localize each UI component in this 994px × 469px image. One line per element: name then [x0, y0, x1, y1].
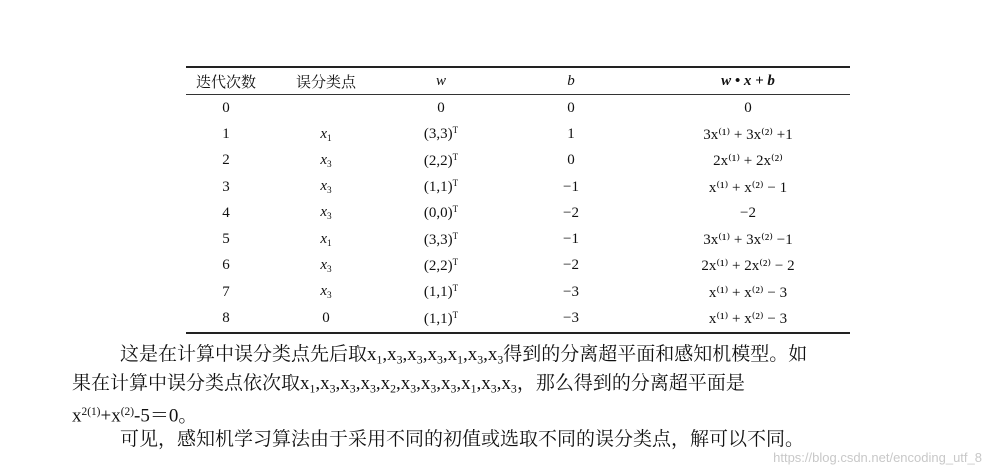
seq-subscript: 2	[390, 382, 396, 396]
point-symbol: x	[320, 125, 327, 142]
header-misclassified-point: 误分类点	[295, 74, 356, 91]
cell-w	[386, 253, 496, 279]
w-value: 0	[437, 100, 445, 117]
seq-subscript: 1	[457, 353, 463, 367]
point-subscript: 3	[327, 212, 332, 223]
cell-w	[386, 148, 496, 174]
seq-comma: ,	[483, 344, 488, 365]
seq-x: x	[340, 373, 350, 394]
header-decision-function: w • x + b	[721, 72, 775, 89]
header-iteration: 迭代次数	[195, 74, 256, 91]
seq-x: x	[380, 373, 391, 394]
point-symbol: x	[320, 230, 327, 247]
header-w: w	[435, 72, 446, 89]
cell-w	[386, 279, 496, 305]
seq-comma: ,	[375, 373, 381, 394]
seq-x: x	[420, 373, 431, 394]
seq-comma: ,	[335, 373, 341, 394]
seq-comma: ,	[442, 344, 448, 365]
seq-x: x	[461, 373, 471, 394]
seq-subscript: 3	[430, 382, 437, 396]
cell-b: 0	[567, 152, 575, 169]
cell-misclassified-point	[266, 226, 386, 252]
cell-iteration: 2	[222, 152, 230, 169]
cell-misclassified-point	[266, 305, 386, 332]
w-transpose: T	[452, 178, 459, 189]
seq-x: x	[487, 344, 498, 365]
point-subscript: 1	[327, 133, 332, 144]
seq-subscript: 3	[436, 353, 443, 367]
iteration-table	[186, 66, 850, 334]
cell-b: −2	[563, 204, 579, 221]
seq-comma: ,	[315, 373, 321, 394]
point-subscript: 3	[327, 291, 332, 302]
seq-x: x	[360, 373, 370, 394]
cell-w	[386, 200, 496, 226]
paragraph-1-line-2	[72, 371, 745, 403]
cell-iteration: 7	[222, 283, 230, 300]
cell-iteration: 4	[222, 204, 230, 221]
watermark: https://blog.csdn.net/encoding_utf_8	[773, 450, 982, 465]
seq-x: x	[407, 344, 417, 365]
table-row	[186, 174, 850, 200]
point-symbol: x	[320, 257, 327, 274]
w-value: (1,1)	[423, 284, 453, 301]
seq-x: x	[481, 373, 491, 394]
cell-w	[386, 226, 496, 252]
seq-x: x	[501, 373, 511, 394]
w-value: (2,2)	[423, 257, 453, 274]
table-row	[186, 226, 850, 252]
table-row	[186, 95, 850, 122]
eq-sup-1: 2(1)	[81, 406, 101, 418]
seq-subscript: 3	[416, 353, 423, 367]
cell-w	[386, 121, 496, 147]
paragraph-1-line-1	[72, 342, 807, 374]
w-transpose: T	[452, 204, 459, 215]
cell-b: −1	[563, 178, 579, 195]
seq-x: x	[367, 344, 377, 365]
cell-decision-function: −2	[740, 204, 756, 221]
point-symbol: x	[320, 151, 327, 168]
table-row	[186, 121, 850, 147]
seq-comma: ,	[496, 373, 502, 394]
point-symbol: x	[320, 283, 327, 300]
iteration-table-container	[186, 66, 850, 334]
cell-iteration: 6	[222, 257, 230, 274]
eq-sup-2: (2)	[120, 406, 134, 418]
seq-comma: ,	[416, 373, 421, 394]
cell-decision-function: x⁽¹⁾ + x⁽²⁾ − 1	[708, 179, 788, 196]
cell-misclassified-point	[266, 279, 386, 305]
cell-b: −3	[563, 283, 579, 300]
paragraph-2	[72, 427, 804, 453]
p1-line2-start: 果在计算中误分类点依次取	[72, 373, 301, 394]
cell-misclassified-point	[266, 148, 386, 174]
seq-x: x	[400, 373, 411, 394]
w-value: (1,1)	[423, 179, 453, 195]
cell-iteration: 5	[222, 231, 230, 248]
eq-plus-x: +x	[100, 405, 121, 427]
w-value: (2,2)	[423, 152, 453, 169]
cell-decision-function: x⁽¹⁾ + x⁽²⁾ − 3	[708, 284, 788, 301]
seq-subscript: 3	[396, 353, 403, 367]
cell-b: −3	[563, 310, 579, 327]
table-row	[186, 148, 850, 174]
cell-w	[386, 305, 496, 332]
table-row	[186, 253, 850, 279]
table-row	[186, 279, 850, 305]
point-subscript: 3	[327, 264, 332, 275]
seq-x: x	[447, 344, 458, 365]
cell-decision-function: 0	[744, 99, 752, 116]
seq-subscript: 3	[510, 382, 517, 396]
sequence-1	[367, 344, 503, 365]
p1-line1-start: 这是在计算中误分类点先后取	[120, 344, 368, 365]
seq-comma: ,	[462, 344, 468, 365]
seq-comma: ,	[402, 344, 408, 365]
seq-x: x	[387, 344, 397, 365]
seq-subscript: 1	[309, 382, 316, 396]
point-subscript: 3	[327, 185, 332, 196]
seq-comma: ,	[382, 344, 388, 365]
table-row	[186, 200, 850, 226]
seq-comma: ,	[422, 344, 428, 365]
w-value: (1,1)	[423, 310, 453, 327]
cell-misclassified-point	[266, 121, 386, 147]
seq-subscript: 3	[410, 382, 417, 396]
p2-text: 可见，感知机学习算法由于采用不同的初值或选取不同的误分类点，解可以不同。	[120, 429, 805, 450]
w-value: (0,0)	[423, 205, 453, 222]
seq-subscript: 3	[369, 382, 376, 396]
w-transpose: T	[452, 151, 459, 162]
table-body	[186, 95, 850, 333]
cell-decision-function: 3x⁽¹⁾ + 3x⁽²⁾ −1	[703, 232, 793, 249]
w-value: (3,3)	[423, 126, 453, 143]
cell-misclassified-point	[266, 95, 386, 122]
seq-subscript: 1	[470, 382, 477, 396]
seq-comma: ,	[355, 373, 361, 394]
cell-b: 0	[567, 99, 575, 116]
seq-comma: ,	[476, 373, 482, 394]
table-header-row	[186, 67, 850, 95]
cell-misclassified-point	[266, 253, 386, 279]
seq-x: x	[427, 344, 437, 365]
cell-iteration: 8	[222, 310, 230, 327]
w-transpose: T	[452, 125, 459, 136]
point-subscript: 1	[327, 238, 332, 249]
table-row	[186, 305, 850, 332]
cell-decision-function: x⁽¹⁾ + x⁽²⁾ − 3	[708, 311, 788, 328]
seq-subscript: 1	[376, 353, 383, 367]
point-symbol: 0	[322, 309, 330, 326]
seq-comma: ,	[436, 373, 441, 394]
cell-misclassified-point	[266, 174, 386, 200]
w-transpose: T	[452, 309, 459, 320]
seq-subscript: 3	[497, 353, 504, 367]
cell-iteration: 1	[222, 125, 230, 142]
p1-line2-end: ，那么得到的分离超平面是	[516, 373, 745, 394]
point-symbol: x	[320, 204, 327, 221]
cell-w	[386, 174, 496, 200]
eq-x: x	[72, 405, 82, 427]
seq-comma: ,	[456, 373, 462, 394]
w-transpose: T	[452, 283, 459, 294]
cell-iteration: 0	[222, 99, 230, 116]
seq-subscript: 3	[477, 353, 484, 367]
w-transpose: T	[452, 256, 459, 267]
cell-b: −1	[563, 231, 579, 248]
point-symbol: x	[320, 178, 327, 195]
seq-subscript: 3	[490, 382, 497, 396]
header-b: b	[567, 72, 575, 89]
seq-x: x	[320, 373, 330, 394]
seq-subscript: 3	[329, 382, 336, 396]
cell-b: −2	[563, 257, 579, 274]
w-transpose: T	[452, 230, 459, 241]
seq-subscript: 3	[349, 382, 356, 396]
cell-misclassified-point	[266, 200, 386, 226]
seq-comma: ,	[395, 373, 401, 394]
w-value: (3,3)	[423, 231, 453, 248]
cell-w	[386, 95, 496, 122]
cell-decision-function: 2x⁽¹⁾ + 2x⁽²⁾ − 2	[701, 258, 795, 275]
sequence-2	[300, 373, 517, 394]
seq-subscript: 3	[450, 382, 457, 396]
seq-x: x	[300, 373, 310, 394]
hyperplane-equation	[72, 399, 197, 429]
eq-rest: -5＝0。	[134, 405, 198, 427]
cell-decision-function: 2x⁽¹⁾ + 2x⁽²⁾	[713, 153, 783, 170]
seq-x: x	[467, 344, 478, 365]
p1-line1-end: 得到的分离超平面和感知机模型。如	[503, 344, 808, 365]
point-subscript: 3	[327, 159, 332, 170]
cell-decision-function: 3x⁽¹⁾ + 3x⁽²⁾ +1	[703, 126, 793, 143]
cell-b: 1	[567, 125, 575, 142]
seq-x: x	[441, 373, 451, 394]
cell-iteration: 3	[222, 178, 230, 195]
